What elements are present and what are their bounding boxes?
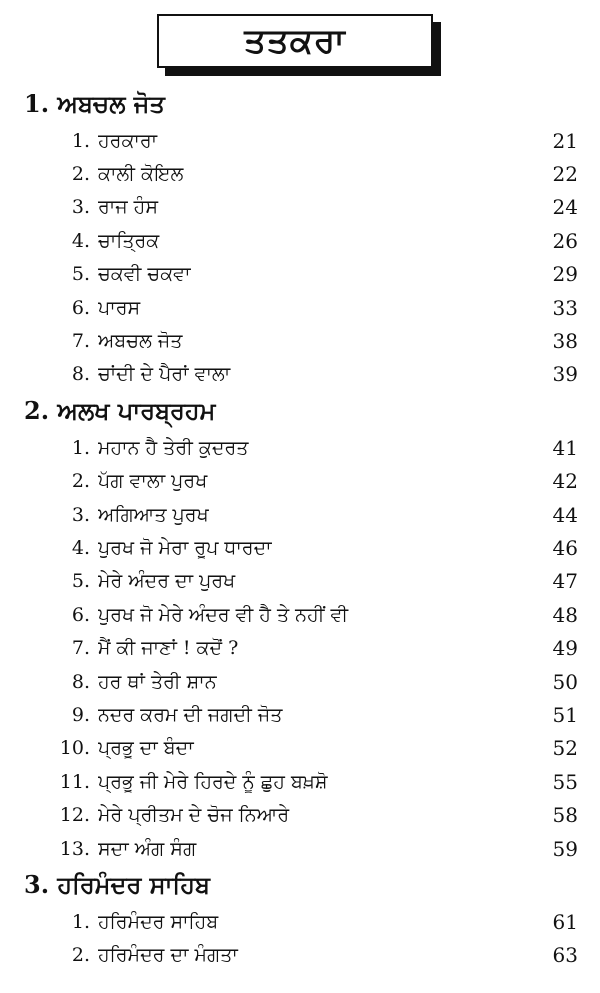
entry-number: 1.	[71, 910, 90, 933]
entry-page-number: 50	[552, 669, 578, 694]
entry-title: ਪੱਗ ਵਾਲਾ ਪੁਰਖ	[98, 470, 208, 493]
toc-entry	[0, 498, 600, 531]
entry-page-number: 51	[552, 702, 578, 727]
entry-title: ਹਰਕਾਰਾ	[98, 129, 158, 152]
entry-title: ਨਦਰ ਕਰਮ ਦੀ ਜਗਦੀ ਜੋਤ	[98, 703, 283, 726]
entry-number: 8.	[71, 670, 90, 693]
section-heading	[0, 391, 600, 431]
entry-number: 9.	[71, 703, 90, 726]
entry-page-number: 24	[552, 195, 578, 220]
toc-entry	[0, 939, 600, 972]
entry-number: 2.	[71, 944, 90, 967]
entry-title: ਮਹਾਨ ਹੈ ਤੇਰੀ ਕੁਦਰਤ	[98, 436, 249, 459]
entry-page-number: 58	[552, 803, 578, 828]
entry-page-number: 44	[552, 502, 578, 527]
entry-title: ਹਰ ਥਾਂ ਤੇਰੀ ਸ਼ਾਨ	[98, 670, 217, 693]
entry-number: 5.	[71, 570, 90, 593]
entry-number: 13.	[59, 837, 90, 860]
entry-page-number: 33	[552, 295, 578, 320]
toc-entry	[0, 798, 600, 831]
section-number: 3.	[24, 870, 50, 900]
entry-number: 4.	[71, 536, 90, 559]
toc-entry	[0, 665, 600, 698]
toc-entry	[0, 732, 600, 765]
toc-entry	[0, 598, 600, 631]
entry-number: 2.	[71, 163, 90, 186]
toc-entry	[0, 832, 600, 865]
entry-title: ਅਬਚਲ ਜੋਤ	[98, 330, 183, 353]
entry-page-number: 22	[552, 162, 578, 187]
toc-entry	[0, 431, 600, 464]
section-heading	[0, 84, 600, 124]
entry-title: ਪੁਰਖ ਜੋ ਮੇਰੇ ਅੰਦਰ ਵੀ ਹੈ ਤੇ ਨਹੀਂ ਵੀ	[98, 603, 349, 626]
entry-page-number: 61	[552, 909, 578, 934]
toc-entry	[0, 465, 600, 498]
toc-entry	[0, 698, 600, 731]
section-number: 1.	[24, 89, 50, 118]
entry-number: 12.	[59, 804, 90, 827]
entry-page-number: 41	[552, 435, 578, 460]
entry-title: ਚਾਂਦੀ ਦੇ ਪੈਰਾਂ ਵਾਲਾ	[98, 363, 231, 386]
entry-number: 10.	[59, 737, 90, 760]
entry-title: ਅਗਿਆਤ ਪੁਰਖ	[98, 503, 209, 526]
entry-title: ਹਰਿਮੰਦਰ ਸਾਹਿਬ	[98, 910, 219, 933]
entry-title: ਕਾਲੀ ਕੋਇਲ	[98, 163, 184, 186]
entry-title: ਪੁਰਖ ਜੋ ਮੇਰਾ ਰੂਪ ਧਾਰਦਾ	[98, 536, 272, 559]
entry-page-number: 38	[552, 329, 578, 354]
entry-page-number: 29	[552, 262, 578, 287]
toc-entry	[0, 324, 600, 357]
entry-number: 8.	[71, 363, 90, 386]
toc-entry	[0, 258, 600, 291]
entry-number: 6.	[71, 603, 90, 626]
toc-entry	[0, 531, 600, 564]
entry-number: 2.	[71, 470, 90, 493]
section-title: ਹਰਿਮੰਦਰ ਸਾਹਿਬ	[57, 870, 210, 900]
entry-page-number: 39	[552, 362, 578, 387]
section-title: ਅਬਚਲ ਜੋਤ	[57, 89, 165, 118]
entry-title: ਹਰਿਮੰਦਰ ਦਾ ਮੰਗਤਾ	[98, 944, 238, 967]
toc-entry	[0, 358, 600, 391]
entry-title: ਪ੍ਰਭੂ ਦਾ ਬੰਦਾ	[98, 737, 194, 760]
toc-entry	[0, 191, 600, 224]
toc-entry	[0, 765, 600, 798]
entry-number: 7.	[71, 330, 90, 353]
page-title	[157, 14, 433, 68]
entry-number: 7.	[71, 637, 90, 660]
section-heading	[0, 865, 600, 905]
toc-entry	[0, 565, 600, 598]
entry-page-number: 26	[552, 228, 578, 253]
entry-page-number: 59	[552, 836, 578, 861]
entry-page-number: 42	[552, 469, 578, 494]
entry-title: ਮੈਂ ਕੀ ਜਾਣਾਂ ! ਕਦੋਂ ?	[98, 637, 239, 660]
entry-number: 11.	[59, 770, 90, 793]
toc-entry	[0, 291, 600, 324]
entry-title: ਚਾਤ੍ਰਿਕ	[98, 229, 160, 252]
entry-page-number: 52	[552, 736, 578, 761]
entry-page-number: 48	[552, 602, 578, 627]
entry-number: 6.	[71, 296, 90, 319]
entry-page-number: 21	[552, 128, 578, 153]
toc-entry	[0, 905, 600, 938]
section-title: ਅਲਖ ਪਾਰਬ੍ਰਹਮ	[57, 396, 216, 426]
entry-page-number: 63	[552, 943, 578, 968]
entry-number: 1.	[71, 436, 90, 459]
table-of-contents	[0, 84, 600, 972]
entry-number: 4.	[71, 229, 90, 252]
entry-number: 3.	[71, 503, 90, 526]
entry-title: ਸਦਾ ਅੰਗ ਸੰਗ	[98, 837, 197, 860]
toc-entry	[0, 157, 600, 190]
page-title-text: ਤਤਕਰਾ	[244, 21, 346, 61]
entry-title: ਮੇਰੇ ਪ੍ਰੀਤਮ ਦੇ ਚੋਜ ਨਿਆਰੇ	[98, 804, 290, 827]
entry-title: ਮੇਰੇ ਅੰਦਰ ਦਾ ਪੁਰਖ	[98, 570, 236, 593]
entry-title: ਰਾਜ ਹੰਸ	[98, 196, 158, 219]
entry-title: ਪਾਰਸ	[98, 296, 141, 319]
entry-page-number: 46	[552, 535, 578, 560]
entry-page-number: 47	[552, 569, 578, 594]
entry-number: 5.	[71, 263, 90, 286]
entry-page-number: 49	[552, 636, 578, 661]
toc-entry	[0, 631, 600, 664]
entry-title: ਪ੍ਰਭੂ ਜੀ ਮੇਰੇ ਹਿਰਦੇ ਨੂੰ ਛੁਹ ਬਖ਼ਸ਼ੋ	[98, 770, 328, 793]
entry-title: ਚਕਵੀ ਚਕਵਾ	[98, 263, 191, 286]
entry-number: 1.	[71, 129, 90, 152]
toc-entry	[0, 124, 600, 157]
entry-number: 3.	[71, 196, 90, 219]
section-number: 2.	[24, 396, 50, 426]
toc-entry	[0, 224, 600, 257]
entry-page-number: 55	[552, 769, 578, 794]
